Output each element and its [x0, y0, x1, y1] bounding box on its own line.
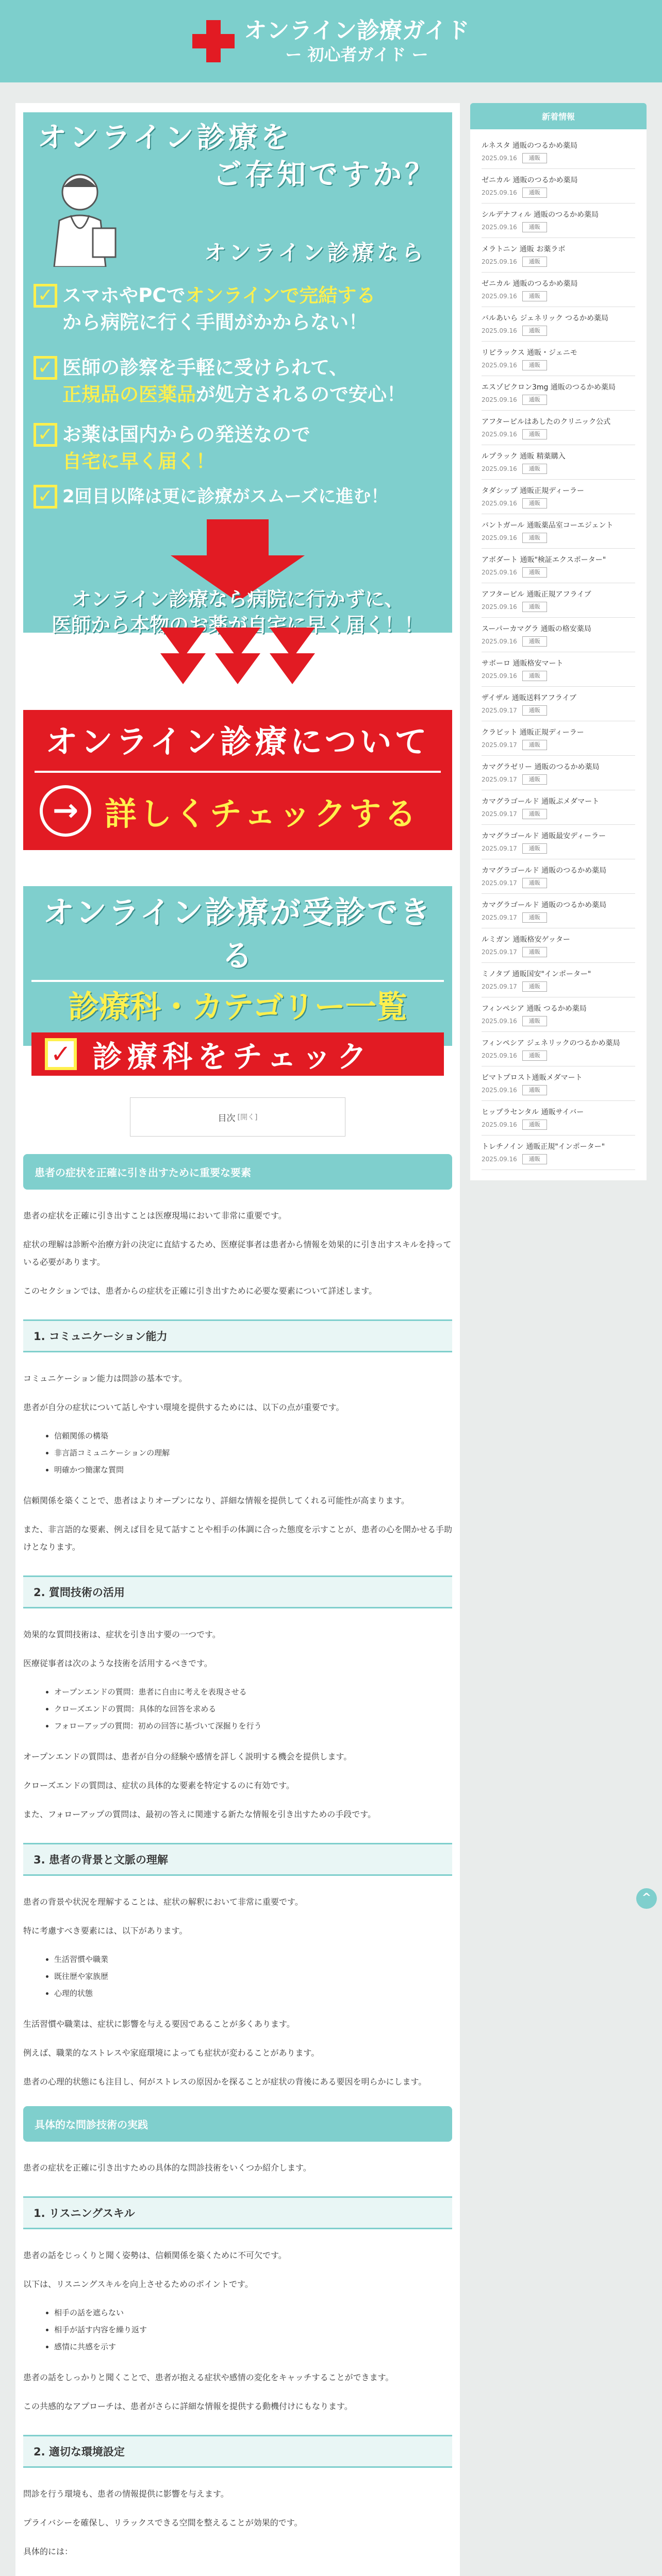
post-title[interactable]: アボダート 通販"検証エクスポーター"	[482, 556, 606, 564]
site-logo[interactable]	[192, 18, 469, 65]
paragraph: 患者の心理的状態にも注目し、何がストレスの原因かを探ることが症状の背後にある要因を明らかにします。	[23, 2077, 427, 2087]
post-date: 2025.09.16	[482, 1052, 517, 1059]
paragraph: プライバシーを確保し、リラックスできる空間を整えることが効果的です。	[23, 2518, 303, 2528]
post-date: 2025.09.16	[482, 1156, 517, 1163]
post-date: 2025.09.17	[482, 879, 517, 887]
post-date: 2025.09.16	[482, 362, 517, 369]
paragraph: 患者の背景や状況を理解することは、症状の解釈において非常に重要です。	[23, 1897, 303, 1907]
post-tag[interactable]: 通販	[522, 1050, 547, 1061]
bullet-list: • 生活習慣や職業 • 既往歴や家族歴 • 心理的状態	[54, 1951, 452, 2002]
post-tag[interactable]: 通販	[522, 774, 547, 785]
sidebar-post-item[interactable]	[482, 1136, 635, 1170]
paragraph: この共感的なアプローチは、患者がさらに詳細な情報を提供する動機付けにもなります。	[23, 2401, 353, 2411]
post-title[interactable]: ゼニカル 通販のつるかめ薬局	[482, 280, 578, 288]
intro-banner[interactable]	[23, 112, 452, 636]
section-heading: 患者の症状を正確に引き出すために重要な要素	[23, 1154, 452, 1190]
category-banner-title2: 診療科・カテゴリー一覧	[68, 989, 407, 1025]
sidebar-post-item[interactable]	[482, 480, 635, 514]
check-icon: ✓	[45, 1038, 77, 1070]
post-date: 2025.09.16	[482, 500, 517, 507]
post-title[interactable]: ルプラック 通販 精薬購入	[482, 452, 566, 461]
post-tag[interactable]: 通販	[522, 153, 547, 163]
post-title[interactable]: カマグラゼリー 通販のつるかめ薬局	[482, 763, 600, 771]
medical-cross-icon	[192, 20, 235, 62]
sidebar-post-item[interactable]	[482, 687, 635, 721]
post-date: 2025.09.17	[482, 983, 517, 990]
paragraph: 患者の話をじっくりと聞く姿勢は、信頼関係を築くために不可欠です。	[23, 2250, 287, 2260]
sidebar-post-item[interactable]	[482, 790, 635, 825]
sidebar-post-item[interactable]	[482, 583, 635, 618]
site-title: オンライン診療ガイド	[244, 18, 470, 44]
sidebar-post-item[interactable]	[482, 928, 635, 963]
post-tag[interactable]: 通販	[522, 1120, 547, 1130]
post-title[interactable]: アフターピルはあしたのクリニック公式	[482, 418, 611, 426]
sidebar-post-item[interactable]	[482, 618, 635, 652]
sidebar-post-item[interactable]	[482, 1066, 635, 1101]
about-banner-cta: 詳しくチェックする	[105, 794, 420, 833]
check-icon: ✓	[34, 356, 57, 380]
post-title[interactable]: ルミガン 通販格安ゲッター	[482, 936, 570, 944]
post-tag[interactable]: 通販	[522, 533, 547, 543]
department-category-banner[interactable]	[23, 886, 452, 1074]
check-icon: ✓	[34, 485, 57, 509]
post-title[interactable]: クラビット 通販正規ディーラー	[482, 728, 584, 737]
post-title[interactable]: カマグラゴールド 通販ぷメダマート	[482, 798, 600, 806]
site-subtitle: ー 初心者ガイド ー	[285, 45, 428, 64]
post-title[interactable]: カマグラゴールド 通販のつるかめ薬局	[482, 867, 607, 875]
toc-toggle[interactable]: [開く]	[237, 1113, 258, 1122]
paragraph: 問診を行う環境も、患者の情報提供に影響を与えます。	[23, 2489, 229, 2499]
post-tag[interactable]: 通販	[522, 981, 547, 992]
post-tag[interactable]: 通販	[522, 636, 547, 647]
main-content	[15, 103, 460, 2576]
banner-subheading: オンライン診療なら	[204, 240, 426, 265]
paragraph: 特に考慮すべき要素には、以下があります。	[23, 1926, 188, 1936]
sidebar-post-item[interactable]	[482, 169, 635, 204]
paragraph: このセクションでは、患者からの症状を正確に引き出すために必要な要素について詳述します。	[23, 1286, 377, 1296]
sidebar-post-item[interactable]	[482, 307, 635, 342]
sidebar-post-item[interactable]	[482, 652, 635, 687]
sidebar-post-item[interactable]	[482, 756, 635, 790]
paragraph: 例えば、職業的なストレスや家庭環境によっても症状が変わることがあります。	[23, 2048, 320, 2058]
post-tag[interactable]: 通販	[522, 878, 547, 888]
post-tag[interactable]: 通販	[522, 1154, 547, 1164]
subsection-heading: 3. 患者の背景と文脈の理解	[23, 1843, 452, 1876]
post-date: 2025.09.16	[482, 431, 517, 438]
category-banner-title: オンライン診療が受診できる	[43, 895, 433, 974]
post-date: 2025.09.17	[482, 741, 517, 749]
post-tag[interactable]: 通販	[522, 291, 547, 301]
post-date: 2025.09.16	[482, 603, 517, 611]
post-date: 2025.09.16	[482, 224, 517, 231]
post-title[interactable]: ザイザル 通販送料アフライブ	[482, 694, 576, 702]
post-date: 2025.09.16	[482, 396, 517, 403]
post-title[interactable]: バントガール 通販薬品室コーエジェント	[482, 521, 614, 530]
post-title[interactable]: アフターピル 通販正規アフライブ	[482, 590, 591, 599]
post-title[interactable]: トレチノイン 通販正規"インポーター"	[482, 1143, 605, 1151]
post-date: 2025.09.16	[482, 1121, 517, 1128]
paragraph: 以下は、リスニングスキルを向上させるためのポイントです。	[23, 2279, 253, 2289]
paragraph: 医療従事者は次のような技術を活用するべきです。	[23, 1658, 212, 1668]
sidebar-post-item[interactable]	[482, 549, 635, 583]
sidebar-post-item[interactable]	[482, 1032, 635, 1066]
post-title[interactable]: フィンペシア 通販 つるかめ薬局	[482, 1005, 587, 1013]
scroll-to-top-button[interactable]: ^	[636, 1888, 657, 1909]
post-tag[interactable]: 通販	[522, 498, 547, 509]
post-title[interactable]: タダシップ 通販正規ディーラー	[482, 487, 585, 495]
post-tag[interactable]: 通販	[522, 602, 547, 612]
bullet-list	[54, 2572, 452, 2576]
paragraph: また、フォローアップの質問は、最初の答えに関連する新たな情報を引き出すための手段です。	[23, 1809, 376, 1819]
post-tag[interactable]: 通販	[522, 1016, 547, 1026]
post-title[interactable]: ヒップラセンタル 通販サイバー	[482, 1108, 584, 1116]
paragraph: 生活習慣や職業は、症状に影響を与える要因であることが多くあります。	[23, 2019, 295, 2029]
sidebar-post-item[interactable]	[482, 376, 635, 411]
sidebar-post-item[interactable]	[482, 514, 635, 549]
post-title[interactable]: バルあいら ジェネリック つるかめ薬局	[482, 314, 609, 323]
about-online-consultation-banner[interactable]	[23, 710, 452, 850]
post-tag[interactable]: 通販	[522, 947, 547, 957]
post-tag[interactable]: 通販	[522, 1085, 547, 1095]
banner-footer: オンライン診療なら病院に行かずに、 医師から本物のお薬が自宅に早く届く！！	[51, 588, 424, 636]
bullet-list: • 信頼関係の構築 • 非言語コミュニケーションの理解 • 明確かつ簡潔な質問	[54, 1428, 452, 1479]
post-title[interactable]: カマグラゴールド 通販最安ディーラー	[482, 832, 606, 840]
subsection-heading: 1. コミュニケーション能力	[23, 1319, 452, 1352]
post-title[interactable]: メラトニン 通販 お薬ラボ	[482, 245, 566, 253]
post-date: 2025.09.17	[482, 810, 517, 818]
paragraph: コミュニケーション能力は問診の基本です。	[23, 1374, 187, 1383]
post-title[interactable]: ルネスタ 通販のつるかめ薬局	[482, 142, 578, 150]
check-icon: ✓	[34, 284, 57, 308]
post-date: 2025.09.16	[482, 189, 517, 196]
paragraph: クローズエンドの質問は、症状の具体的な要素を特定するのに有効です。	[23, 1781, 294, 1790]
recent-posts-list	[470, 129, 647, 1180]
sidebar-heading: 新着情報	[470, 103, 647, 129]
post-tag[interactable]: 通販	[522, 843, 547, 854]
sidebar-post-item[interactable]	[482, 134, 635, 169]
post-date: 2025.09.17	[482, 845, 517, 852]
benefit-point-4: ✓ 2回目以降は更に診療がスムーズに進む！	[34, 483, 388, 510]
post-title[interactable]: エスゾピクロン3mg 通販のつるかめ薬局	[482, 383, 616, 392]
table-of-contents[interactable]	[130, 1097, 345, 1137]
bullet-list: • 相手の話を遮らない • 相手が話す内容を繰り返す • 感情に共感を示す	[54, 2304, 452, 2355]
sidebar-post-item[interactable]	[482, 342, 635, 376]
check-icon: ✓	[34, 423, 57, 447]
post-title[interactable]: スーパーカマグラ 通販の格安薬局	[482, 625, 591, 633]
post-date: 2025.09.17	[482, 948, 517, 956]
sidebar-post-item[interactable]	[482, 411, 635, 445]
sidebar-post-item[interactable]	[482, 273, 635, 307]
post-tag[interactable]: 通販	[522, 188, 547, 198]
post-date: 2025.09.17	[482, 776, 517, 783]
benefit-point-3: ✓ お薬は国内からの発送なので 自宅に早く届く！	[34, 421, 310, 475]
bullet-list: • オープンエンドの質問：患者に自由に考えを表現させる • クローズエンドの質問：具体的な回答を求める • フォローアップの質問：初めの回答に基づいて深掘りを行う	[54, 1684, 452, 1735]
sidebar	[470, 103, 647, 1180]
post-date: 2025.09.16	[482, 638, 517, 645]
sidebar-post-item[interactable]	[482, 963, 635, 997]
toc-label: 目次	[218, 1113, 236, 1124]
post-tag[interactable]: 通販	[522, 429, 547, 439]
post-tag[interactable]: 通販	[522, 671, 547, 681]
post-date: 2025.09.16	[482, 1018, 517, 1025]
post-tag[interactable]: 通販	[522, 360, 547, 370]
post-date: 2025.09.16	[482, 672, 517, 680]
post-date: 2025.09.16	[482, 534, 517, 541]
paragraph: 具体的には：	[23, 2547, 73, 2556]
sidebar-post-item[interactable]	[482, 238, 635, 273]
sidebar-post-item[interactable]	[482, 721, 635, 756]
article-body	[23, 1154, 452, 2576]
sidebar-post-item[interactable]	[482, 445, 635, 480]
paragraph: 患者の症状を正確に引き出すことは医療現場において非常に重要です。	[23, 1211, 287, 1221]
section-heading: 具体的な問診技術の実践	[23, 2106, 452, 2142]
post-tag[interactable]: 通販	[522, 257, 547, 267]
subsection-heading: 2. 適切な環境設定	[23, 2435, 452, 2468]
post-tag[interactable]: 通販	[522, 912, 547, 923]
paragraph: 患者の症状を正確に引き出すための具体的な問診技術をいくつか紹介します。	[23, 2163, 311, 2173]
banner-heading-2: ご存知ですか？	[213, 158, 437, 192]
paragraph: 症状の理解は診断や治療方針の決定に直結するため、医療従事者は患者から情報を効果的に引き出すスキルを持っている必要があります。	[23, 1240, 452, 1267]
banner-heading-1: オンライン診療を	[38, 121, 293, 155]
post-date: 2025.09.17	[482, 914, 517, 921]
paragraph: 効果的な質問技術は、症状を引き出す要の一つです。	[23, 1630, 221, 1639]
sidebar-post-item[interactable]	[482, 204, 635, 238]
subsection-heading: 2. 質問技術の活用	[23, 1575, 452, 1608]
sidebar-post-item[interactable]	[482, 894, 635, 928]
post-title[interactable]: ビマトプロスト通販メダマート	[482, 1074, 583, 1082]
post-date: 2025.09.16	[482, 155, 517, 162]
subsection-heading: 1. リスニングスキル	[23, 2196, 452, 2229]
sidebar-post-item[interactable]	[482, 1101, 635, 1136]
post-title[interactable]: フィンペシア ジェネリックのつるかめ薬局	[482, 1039, 620, 1047]
post-date: 2025.09.16	[482, 327, 517, 334]
post-title[interactable]: ゼニカル 通販のつるかめ薬局	[482, 176, 578, 184]
paragraph: また、非言語的な要素、例えば目を見て話すことや相手の体調に合った態度を示すことが、患者の心を開かせる手助けとなります。	[23, 1524, 453, 1552]
post-tag[interactable]: 通販	[522, 809, 547, 819]
paragraph: 患者が自分の症状について話しやすい環境を提供するためには、以下の点が重要です。	[23, 1402, 344, 1412]
post-date: 2025.09.16	[482, 258, 517, 265]
post-title[interactable]: リピラックス 通販・ジェニモ	[482, 349, 577, 357]
site-header	[0, 0, 662, 82]
doctor-illustration-icon	[39, 164, 126, 267]
post-tag[interactable]: 通販	[522, 464, 547, 474]
post-date: 2025.09.16	[482, 465, 517, 472]
post-title[interactable]: サボーロ 通販格安マート	[482, 659, 564, 668]
post-tag[interactable]: 通販	[522, 395, 547, 405]
post-title[interactable]: シルデナフィル 通販のつるかめ薬局	[482, 211, 599, 219]
post-date: 2025.09.16	[482, 293, 517, 300]
sidebar-post-item[interactable]	[482, 825, 635, 859]
benefit-point-1: ✓ スマホやPCでオンラインで完結する から病院に行く手間がかからない！	[34, 282, 375, 336]
sidebar-post-item[interactable]	[482, 859, 635, 894]
paragraph: 信頼関係を築くことで、患者はよりオープンになり、詳細な情報を提供してくれる可能性が高まります。	[23, 1496, 409, 1505]
post-tag[interactable]: 通販	[522, 326, 547, 336]
about-banner-title: オンライン診療について	[45, 723, 430, 760]
post-tag[interactable]: 通販	[522, 222, 547, 232]
paragraph: オープンエンドの質問は、患者が自分の経験や感情を詳しく説明する機会を提供します。	[23, 1752, 352, 1761]
post-tag[interactable]: 通販	[522, 567, 547, 578]
check-departments-button[interactable]: ✓ 診療科をチェック	[31, 1032, 444, 1076]
post-tag[interactable]: 通販	[522, 705, 547, 716]
paragraph: 患者の話をしっかりと聞くことで、患者が抱える症状や感情の変化をキャッチすることができます。	[23, 2372, 394, 2382]
post-title[interactable]: カマグラゴールド 通販のつるかめ薬局	[482, 901, 607, 909]
post-title[interactable]: ミノタブ 通販国安"インポーター"	[482, 970, 591, 978]
post-date: 2025.09.17	[482, 707, 517, 714]
arrow-right-icon: →	[40, 785, 91, 837]
benefit-point-2: ✓ 医師の診察を手軽に受けられて、 正規品の医薬品が処方されるので安心！	[34, 354, 406, 408]
sidebar-post-item[interactable]	[482, 997, 635, 1032]
post-date: 2025.09.16	[482, 1087, 517, 1094]
post-date: 2025.09.16	[482, 569, 517, 576]
post-tag[interactable]: 通販	[522, 740, 547, 750]
triple-down-arrow-icon	[23, 653, 452, 684]
